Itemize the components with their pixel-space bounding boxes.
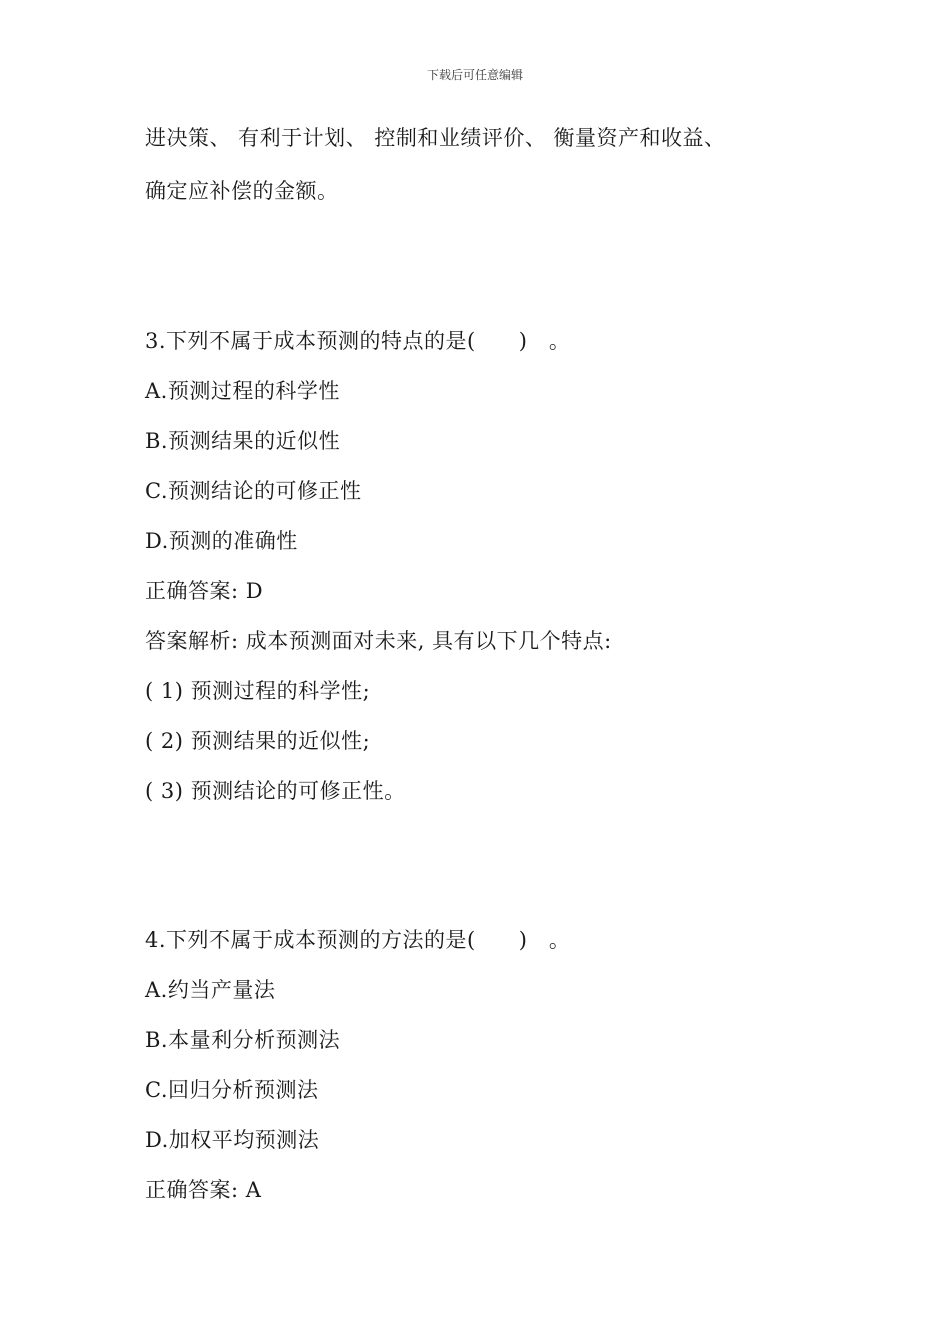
intro-line-1: 进决策、 有利于计划、 控制和业绩评价、 衡量资产和收益、 — [145, 126, 726, 150]
question-4-stem: 4.下列不属于成本预测的方法的是( ) 。 — [145, 928, 571, 952]
question-3-answer: 正确答案: D — [145, 579, 264, 603]
question-4-option-a: A.约当产量法 — [145, 978, 276, 1002]
question-3-point-2: ( 2) 预测结果的近似性; — [145, 729, 371, 753]
question-3-point-1: ( 1) 预测过程的科学性; — [145, 679, 371, 703]
question-3-option-b: B.预测结果的近似性 — [145, 429, 341, 453]
question-4-option-b: B.本量利分析预测法 — [145, 1028, 341, 1052]
question-3-analysis: 答案解析: 成本预测面对未来, 具有以下几个特点: — [145, 629, 612, 653]
question-3-option-a: A.预测过程的科学性 — [145, 379, 340, 403]
question-3-point-3: ( 3) 预测结论的可修正性。 — [145, 779, 406, 803]
question-3-option-c: C.预测结论的可修正性 — [145, 479, 362, 503]
question-3-stem: 3.下列不属于成本预测的特点的是( ) 。 — [145, 329, 571, 353]
question-4-option-d: D.加权平均预测法 — [145, 1128, 320, 1152]
question-3-option-d: D.预测的准确性 — [145, 529, 298, 553]
page-header: 下载后可任意编辑 — [426, 68, 523, 82]
question-4-answer: 正确答案: A — [145, 1178, 262, 1202]
intro-line-2: 确定应补偿的金额。 — [145, 179, 339, 203]
question-4-option-c: C.回归分析预测法 — [145, 1078, 319, 1102]
